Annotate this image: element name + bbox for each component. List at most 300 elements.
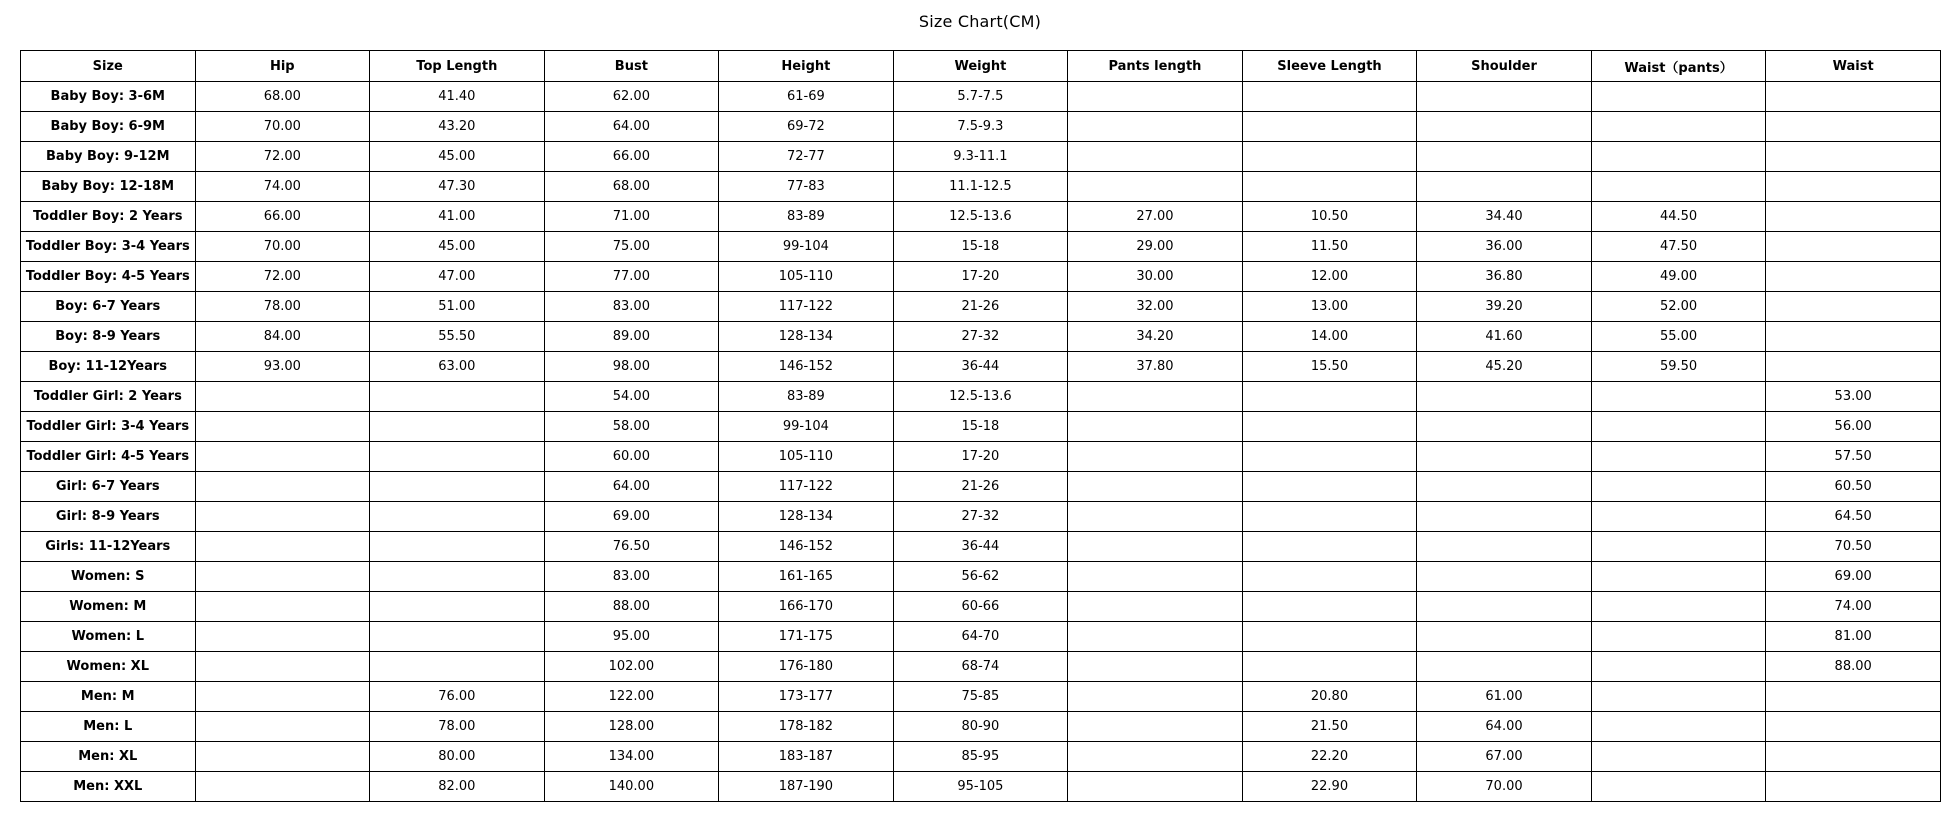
size-label-cell: Women: XL [21, 652, 196, 682]
table-cell [1591, 112, 1766, 142]
table-cell: 20.80 [1242, 682, 1417, 712]
table-cell [370, 592, 545, 622]
size-label-cell: Baby Boy: 12-18M [21, 172, 196, 202]
table-cell: 47.00 [370, 262, 545, 292]
table-cell: 56.00 [1766, 412, 1941, 442]
size-label-cell: Baby Boy: 9-12M [21, 142, 196, 172]
table-cell: 54.00 [544, 382, 719, 412]
table-cell: 176-180 [719, 652, 894, 682]
table-cell: 12.5-13.6 [893, 382, 1068, 412]
table-cell: 70.50 [1766, 532, 1941, 562]
table-row [21, 562, 1941, 592]
table-cell: 93.00 [195, 352, 370, 382]
table-cell: 80.00 [370, 742, 545, 772]
table-cell [1068, 622, 1243, 652]
table-header [21, 51, 1941, 82]
table-cell [1417, 442, 1592, 472]
table-cell: 77-83 [719, 172, 894, 202]
table-cell [1242, 172, 1417, 202]
table-cell: 15-18 [893, 412, 1068, 442]
table-cell [1766, 322, 1941, 352]
table-cell: 70.00 [195, 232, 370, 262]
table-cell [1766, 712, 1941, 742]
table-row [21, 652, 1941, 682]
table-cell: 30.00 [1068, 262, 1243, 292]
table-cell: 10.50 [1242, 202, 1417, 232]
table-cell [1242, 532, 1417, 562]
table-cell [1242, 142, 1417, 172]
table-cell: 173-177 [719, 682, 894, 712]
table-cell: 68.00 [195, 82, 370, 112]
table-cell [1068, 712, 1243, 742]
table-cell: 64-70 [893, 622, 1068, 652]
table-cell [1417, 622, 1592, 652]
table-cell: 58.00 [544, 412, 719, 442]
table-cell: 67.00 [1417, 742, 1592, 772]
table-row [21, 262, 1941, 292]
table-cell [1766, 202, 1941, 232]
table-cell: 85-95 [893, 742, 1068, 772]
table-cell: 45.00 [370, 142, 545, 172]
table-cell: 64.00 [544, 472, 719, 502]
size-label-cell: Men: XXL [21, 772, 196, 802]
table-cell: 15.50 [1242, 352, 1417, 382]
table-cell: 13.00 [1242, 292, 1417, 322]
table-cell [1242, 382, 1417, 412]
table-row [21, 412, 1941, 442]
table-cell [1068, 472, 1243, 502]
table-cell [370, 502, 545, 532]
column-header: Shoulder [1417, 51, 1592, 82]
table-cell: 22.20 [1242, 742, 1417, 772]
table-cell: 70.00 [195, 112, 370, 142]
table-cell [1591, 772, 1766, 802]
table-cell: 60-66 [893, 592, 1068, 622]
table-cell: 34.40 [1417, 202, 1592, 232]
table-cell: 89.00 [544, 322, 719, 352]
table-cell [1068, 82, 1243, 112]
table-cell: 66.00 [544, 142, 719, 172]
size-label-cell: Boy: 6-7 Years [21, 292, 196, 322]
table-cell [1591, 622, 1766, 652]
table-cell [1068, 742, 1243, 772]
table-cell: 60.50 [1766, 472, 1941, 502]
table-cell: 68-74 [893, 652, 1068, 682]
table-cell: 57.50 [1766, 442, 1941, 472]
table-cell [1068, 172, 1243, 202]
table-cell: 99-104 [719, 232, 894, 262]
table-cell: 68.00 [544, 172, 719, 202]
table-cell: 27-32 [893, 322, 1068, 352]
table-cell [1417, 652, 1592, 682]
table-cell: 36-44 [893, 532, 1068, 562]
table-cell: 171-175 [719, 622, 894, 652]
table-cell: 88.00 [1766, 652, 1941, 682]
table-row [21, 82, 1941, 112]
table-cell: 36-44 [893, 352, 1068, 382]
table-cell: 9.3-11.1 [893, 142, 1068, 172]
table-cell [1591, 472, 1766, 502]
table-cell [1591, 442, 1766, 472]
table-cell: 82.00 [370, 772, 545, 802]
table-cell [1242, 442, 1417, 472]
table-cell [1591, 142, 1766, 172]
table-cell: 98.00 [544, 352, 719, 382]
table-cell [195, 412, 370, 442]
table-cell: 66.00 [195, 202, 370, 232]
table-cell: 29.00 [1068, 232, 1243, 262]
table-cell: 45.20 [1417, 352, 1592, 382]
table-cell: 15-18 [893, 232, 1068, 262]
table-cell [1766, 142, 1941, 172]
table-cell [1068, 142, 1243, 172]
size-label-cell: Toddler Girl: 4-5 Years [21, 442, 196, 472]
table-cell: 128.00 [544, 712, 719, 742]
table-cell [195, 772, 370, 802]
table-cell [195, 592, 370, 622]
size-label-cell: Women: S [21, 562, 196, 592]
table-cell [1766, 772, 1941, 802]
table-cell: 122.00 [544, 682, 719, 712]
table-cell [1766, 682, 1941, 712]
size-label-cell: Girl: 8-9 Years [21, 502, 196, 532]
table-cell: 7.5-9.3 [893, 112, 1068, 142]
table-cell: 83.00 [544, 562, 719, 592]
table-cell [1417, 382, 1592, 412]
table-cell: 56-62 [893, 562, 1068, 592]
table-cell: 61.00 [1417, 682, 1592, 712]
table-cell: 117-122 [719, 292, 894, 322]
table-cell: 12.00 [1242, 262, 1417, 292]
table-cell: 72.00 [195, 262, 370, 292]
table-cell: 41.60 [1417, 322, 1592, 352]
column-header: Height [719, 51, 894, 82]
table-row [21, 322, 1941, 352]
table-cell: 61-69 [719, 82, 894, 112]
size-label-cell: Baby Boy: 6-9M [21, 112, 196, 142]
size-label-cell: Boy: 11-12Years [21, 352, 196, 382]
table-cell: 78.00 [195, 292, 370, 322]
table-cell: 53.00 [1766, 382, 1941, 412]
table-cell: 146-152 [719, 352, 894, 382]
table-cell: 43.20 [370, 112, 545, 142]
table-cell [1591, 412, 1766, 442]
table-cell [195, 622, 370, 652]
size-label-cell: Men: XL [21, 742, 196, 772]
table-cell: 83.00 [544, 292, 719, 322]
table-cell [1417, 472, 1592, 502]
table-cell [195, 472, 370, 502]
column-header: Pants length [1068, 51, 1243, 82]
table-cell [1068, 382, 1243, 412]
table-cell: 69-72 [719, 112, 894, 142]
table-cell [1591, 712, 1766, 742]
table-cell: 5.7-7.5 [893, 82, 1068, 112]
table-cell [370, 382, 545, 412]
table-row [21, 382, 1941, 412]
table-cell: 27.00 [1068, 202, 1243, 232]
table-cell: 78.00 [370, 712, 545, 742]
table-cell: 95-105 [893, 772, 1068, 802]
table-cell: 187-190 [719, 772, 894, 802]
table-cell [1591, 682, 1766, 712]
size-label-cell: Men: M [21, 682, 196, 712]
table-cell: 36.00 [1417, 232, 1592, 262]
table-cell: 21-26 [893, 292, 1068, 322]
table-cell: 99-104 [719, 412, 894, 442]
table-cell: 128-134 [719, 322, 894, 352]
table-cell: 80-90 [893, 712, 1068, 742]
table-cell: 64.00 [544, 112, 719, 142]
table-cell [1417, 502, 1592, 532]
table-cell [1068, 592, 1243, 622]
table-cell [1591, 382, 1766, 412]
table-cell [1068, 502, 1243, 532]
table-cell [1068, 682, 1243, 712]
table-cell [1068, 652, 1243, 682]
column-header: Size [21, 51, 196, 82]
table-cell [370, 652, 545, 682]
table-cell: 36.80 [1417, 262, 1592, 292]
table-cell [1766, 112, 1941, 142]
table-cell [195, 562, 370, 592]
table-cell: 102.00 [544, 652, 719, 682]
table-cell: 14.00 [1242, 322, 1417, 352]
size-table [20, 50, 1941, 802]
table-cell: 47.30 [370, 172, 545, 202]
table-cell [1417, 562, 1592, 592]
table-cell: 21.50 [1242, 712, 1417, 742]
table-cell: 70.00 [1417, 772, 1592, 802]
table-cell: 146-152 [719, 532, 894, 562]
table-cell [195, 382, 370, 412]
table-cell [1766, 352, 1941, 382]
table-cell: 52.00 [1591, 292, 1766, 322]
table-cell: 41.00 [370, 202, 545, 232]
table-row [21, 622, 1941, 652]
table-cell: 21-26 [893, 472, 1068, 502]
table-cell: 74.00 [195, 172, 370, 202]
table-row [21, 112, 1941, 142]
table-row [21, 592, 1941, 622]
table-cell [195, 442, 370, 472]
table-cell: 69.00 [544, 502, 719, 532]
table-cell [1766, 232, 1941, 262]
table-cell: 11.1-12.5 [893, 172, 1068, 202]
table-cell: 37.80 [1068, 352, 1243, 382]
table-row [21, 232, 1941, 262]
table-cell: 83-89 [719, 382, 894, 412]
table-cell [195, 682, 370, 712]
table-row [21, 502, 1941, 532]
table-cell: 55.00 [1591, 322, 1766, 352]
table-cell [1068, 442, 1243, 472]
table-cell [1417, 112, 1592, 142]
table-cell [1591, 532, 1766, 562]
table-cell [1068, 412, 1243, 442]
table-cell: 47.50 [1591, 232, 1766, 262]
size-label-cell: Boy: 8-9 Years [21, 322, 196, 352]
table-cell: 49.00 [1591, 262, 1766, 292]
table-cell: 32.00 [1068, 292, 1243, 322]
size-label-cell: Women: M [21, 592, 196, 622]
table-cell: 17-20 [893, 442, 1068, 472]
table-cell [1242, 622, 1417, 652]
table-row [21, 772, 1941, 802]
table-cell: 76.00 [370, 682, 545, 712]
table-row [21, 352, 1941, 382]
size-label-cell: Toddler Boy: 4-5 Years [21, 262, 196, 292]
table-cell [1068, 562, 1243, 592]
table-cell: 22.90 [1242, 772, 1417, 802]
table-cell: 59.50 [1591, 352, 1766, 382]
table-cell [1242, 592, 1417, 622]
table-cell: 11.50 [1242, 232, 1417, 262]
size-label-cell: Women: L [21, 622, 196, 652]
table-row [21, 172, 1941, 202]
table-cell [1766, 82, 1941, 112]
size-label-cell: Men: L [21, 712, 196, 742]
table-cell [1591, 502, 1766, 532]
table-cell: 17-20 [893, 262, 1068, 292]
table-cell: 64.50 [1766, 502, 1941, 532]
table-cell: 84.00 [195, 322, 370, 352]
table-cell: 77.00 [544, 262, 719, 292]
table-cell [1591, 172, 1766, 202]
table-cell [1068, 772, 1243, 802]
table-cell: 161-165 [719, 562, 894, 592]
table-cell: 12.5-13.6 [893, 202, 1068, 232]
table-cell [1591, 592, 1766, 622]
table-row [21, 682, 1941, 712]
table-row [21, 472, 1941, 502]
table-cell: 74.00 [1766, 592, 1941, 622]
table-cell: 105-110 [719, 442, 894, 472]
size-label-cell: Toddler Girl: 3-4 Years [21, 412, 196, 442]
table-cell [195, 532, 370, 562]
table-row [21, 292, 1941, 322]
table-cell: 178-182 [719, 712, 894, 742]
table-cell [1242, 472, 1417, 502]
table-cell [1242, 112, 1417, 142]
chart-title: Size Chart(CM) [918, 12, 1042, 31]
table-cell [1242, 652, 1417, 682]
table-cell: 105-110 [719, 262, 894, 292]
table-cell [1591, 562, 1766, 592]
table-cell [1591, 742, 1766, 772]
table-cell [1766, 742, 1941, 772]
table-cell: 81.00 [1766, 622, 1941, 652]
table-cell: 60.00 [544, 442, 719, 472]
table-cell [1242, 412, 1417, 442]
size-label-cell: Toddler Boy: 2 Years [21, 202, 196, 232]
table-cell: 134.00 [544, 742, 719, 772]
table-cell: 83-89 [719, 202, 894, 232]
size-label-cell: Toddler Boy: 3-4 Years [21, 232, 196, 262]
table-row [21, 202, 1941, 232]
table-cell [1766, 172, 1941, 202]
table-cell: 45.00 [370, 232, 545, 262]
table-row [21, 712, 1941, 742]
table-cell [1766, 262, 1941, 292]
header-row [21, 51, 1941, 82]
table-cell [1417, 82, 1592, 112]
column-header: Waist [1766, 51, 1941, 82]
size-label-cell: Girl: 6-7 Years [21, 472, 196, 502]
size-label-cell: Toddler Girl: 2 Years [21, 382, 196, 412]
column-header: Waist（pants） [1591, 51, 1766, 82]
table-cell: 128-134 [719, 502, 894, 532]
table-cell: 44.50 [1591, 202, 1766, 232]
table-cell: 183-187 [719, 742, 894, 772]
table-cell [1068, 112, 1243, 142]
table-cell [370, 412, 545, 442]
table-cell: 72.00 [195, 142, 370, 172]
table-cell: 51.00 [370, 292, 545, 322]
table-cell [195, 742, 370, 772]
table-cell: 64.00 [1417, 712, 1592, 742]
column-header: Top Length [370, 51, 545, 82]
table-cell: 75.00 [544, 232, 719, 262]
table-cell [1591, 652, 1766, 682]
table-cell [1417, 172, 1592, 202]
table-cell: 76.50 [544, 532, 719, 562]
table-cell [1417, 532, 1592, 562]
table-row [21, 532, 1941, 562]
column-header: Hip [195, 51, 370, 82]
table-cell [195, 712, 370, 742]
table-cell: 41.40 [370, 82, 545, 112]
table-row [21, 442, 1941, 472]
table-row [21, 742, 1941, 772]
table-cell: 166-170 [719, 592, 894, 622]
column-header: Bust [544, 51, 719, 82]
table-cell [370, 472, 545, 502]
table-cell: 75-85 [893, 682, 1068, 712]
table-cell [1766, 292, 1941, 322]
size-label-cell: Girls: 11-12Years [21, 532, 196, 562]
table-cell [370, 622, 545, 652]
table-cell: 55.50 [370, 322, 545, 352]
table-cell: 63.00 [370, 352, 545, 382]
table-cell [1242, 82, 1417, 112]
table-cell: 117-122 [719, 472, 894, 502]
table-cell [370, 442, 545, 472]
size-label-cell: Baby Boy: 3-6M [21, 82, 196, 112]
table-cell: 62.00 [544, 82, 719, 112]
table-cell: 71.00 [544, 202, 719, 232]
table-cell: 27-32 [893, 502, 1068, 532]
table-cell: 95.00 [544, 622, 719, 652]
table-cell [1591, 82, 1766, 112]
table-cell: 69.00 [1766, 562, 1941, 592]
table-cell [1242, 562, 1417, 592]
table-cell [370, 562, 545, 592]
table-cell [1417, 592, 1592, 622]
table-cell: 88.00 [544, 592, 719, 622]
table-cell: 39.20 [1417, 292, 1592, 322]
table-cell [1417, 142, 1592, 172]
column-header: Sleeve Length [1242, 51, 1417, 82]
table-cell: 34.20 [1068, 322, 1243, 352]
column-header: Weight [893, 51, 1068, 82]
table-cell [195, 502, 370, 532]
table-cell: 140.00 [544, 772, 719, 802]
table-cell [1242, 502, 1417, 532]
table-cell [1417, 412, 1592, 442]
table-cell [195, 652, 370, 682]
table-row [21, 142, 1941, 172]
